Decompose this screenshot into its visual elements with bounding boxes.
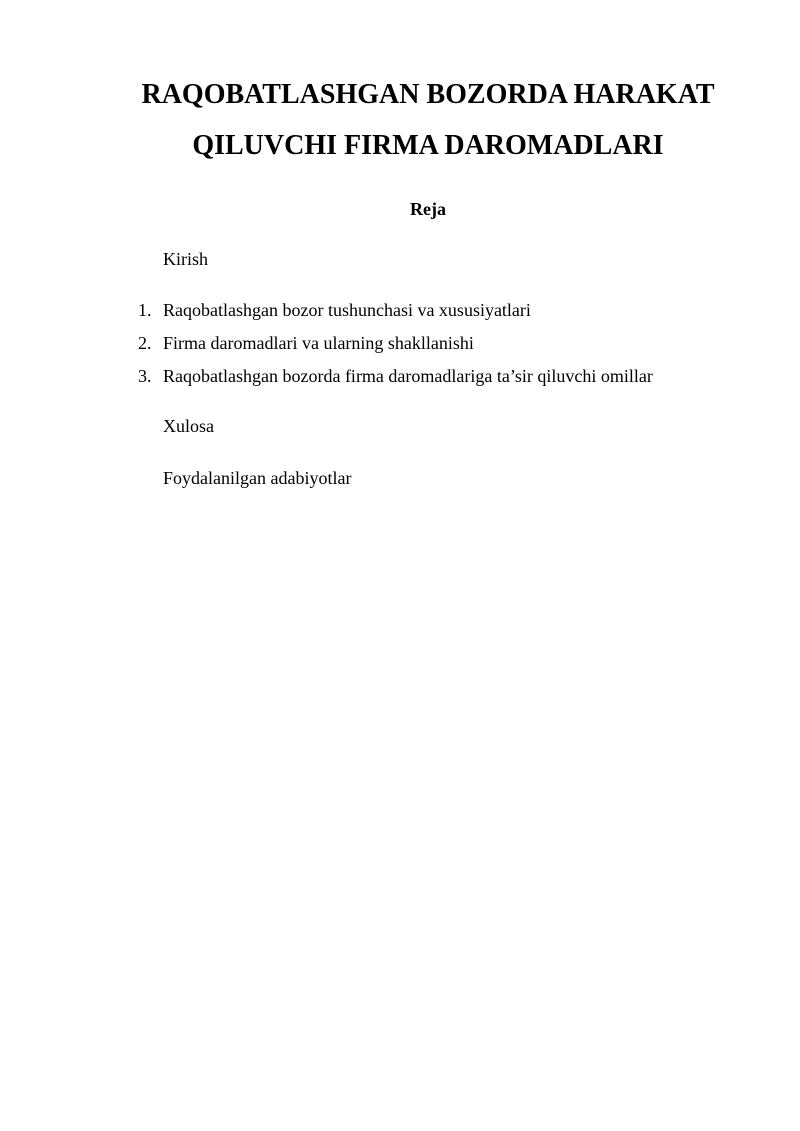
references-entry: Foydalanilgan adabiyotlar [163, 468, 352, 488]
document-title-line-1: RAQOBATLASHGAN BOZORDA HARAKAT [141, 79, 715, 110]
plan-item-text: Raqobatlashgan bozor tushunchasi va xususiyatlari [163, 300, 531, 320]
plan-item-text: Raqobatlashgan bozorda firma daromadlariga ta’sir qiluvchi omillar [163, 366, 653, 386]
plan-item-number: 2. [138, 333, 152, 353]
document-title-line-2: QILUVCHI FIRMA DAROMADLARI [192, 130, 664, 161]
plan-heading: Reja [410, 199, 446, 219]
conclusion-entry: Xulosa [163, 416, 214, 436]
plan-item-number: 1. [138, 300, 152, 320]
introduction-entry: Kirish [163, 249, 208, 269]
plan-item-text: Firma daromadlari va ularning shakllanishi [163, 333, 474, 353]
plan-item-number: 3. [138, 366, 152, 386]
